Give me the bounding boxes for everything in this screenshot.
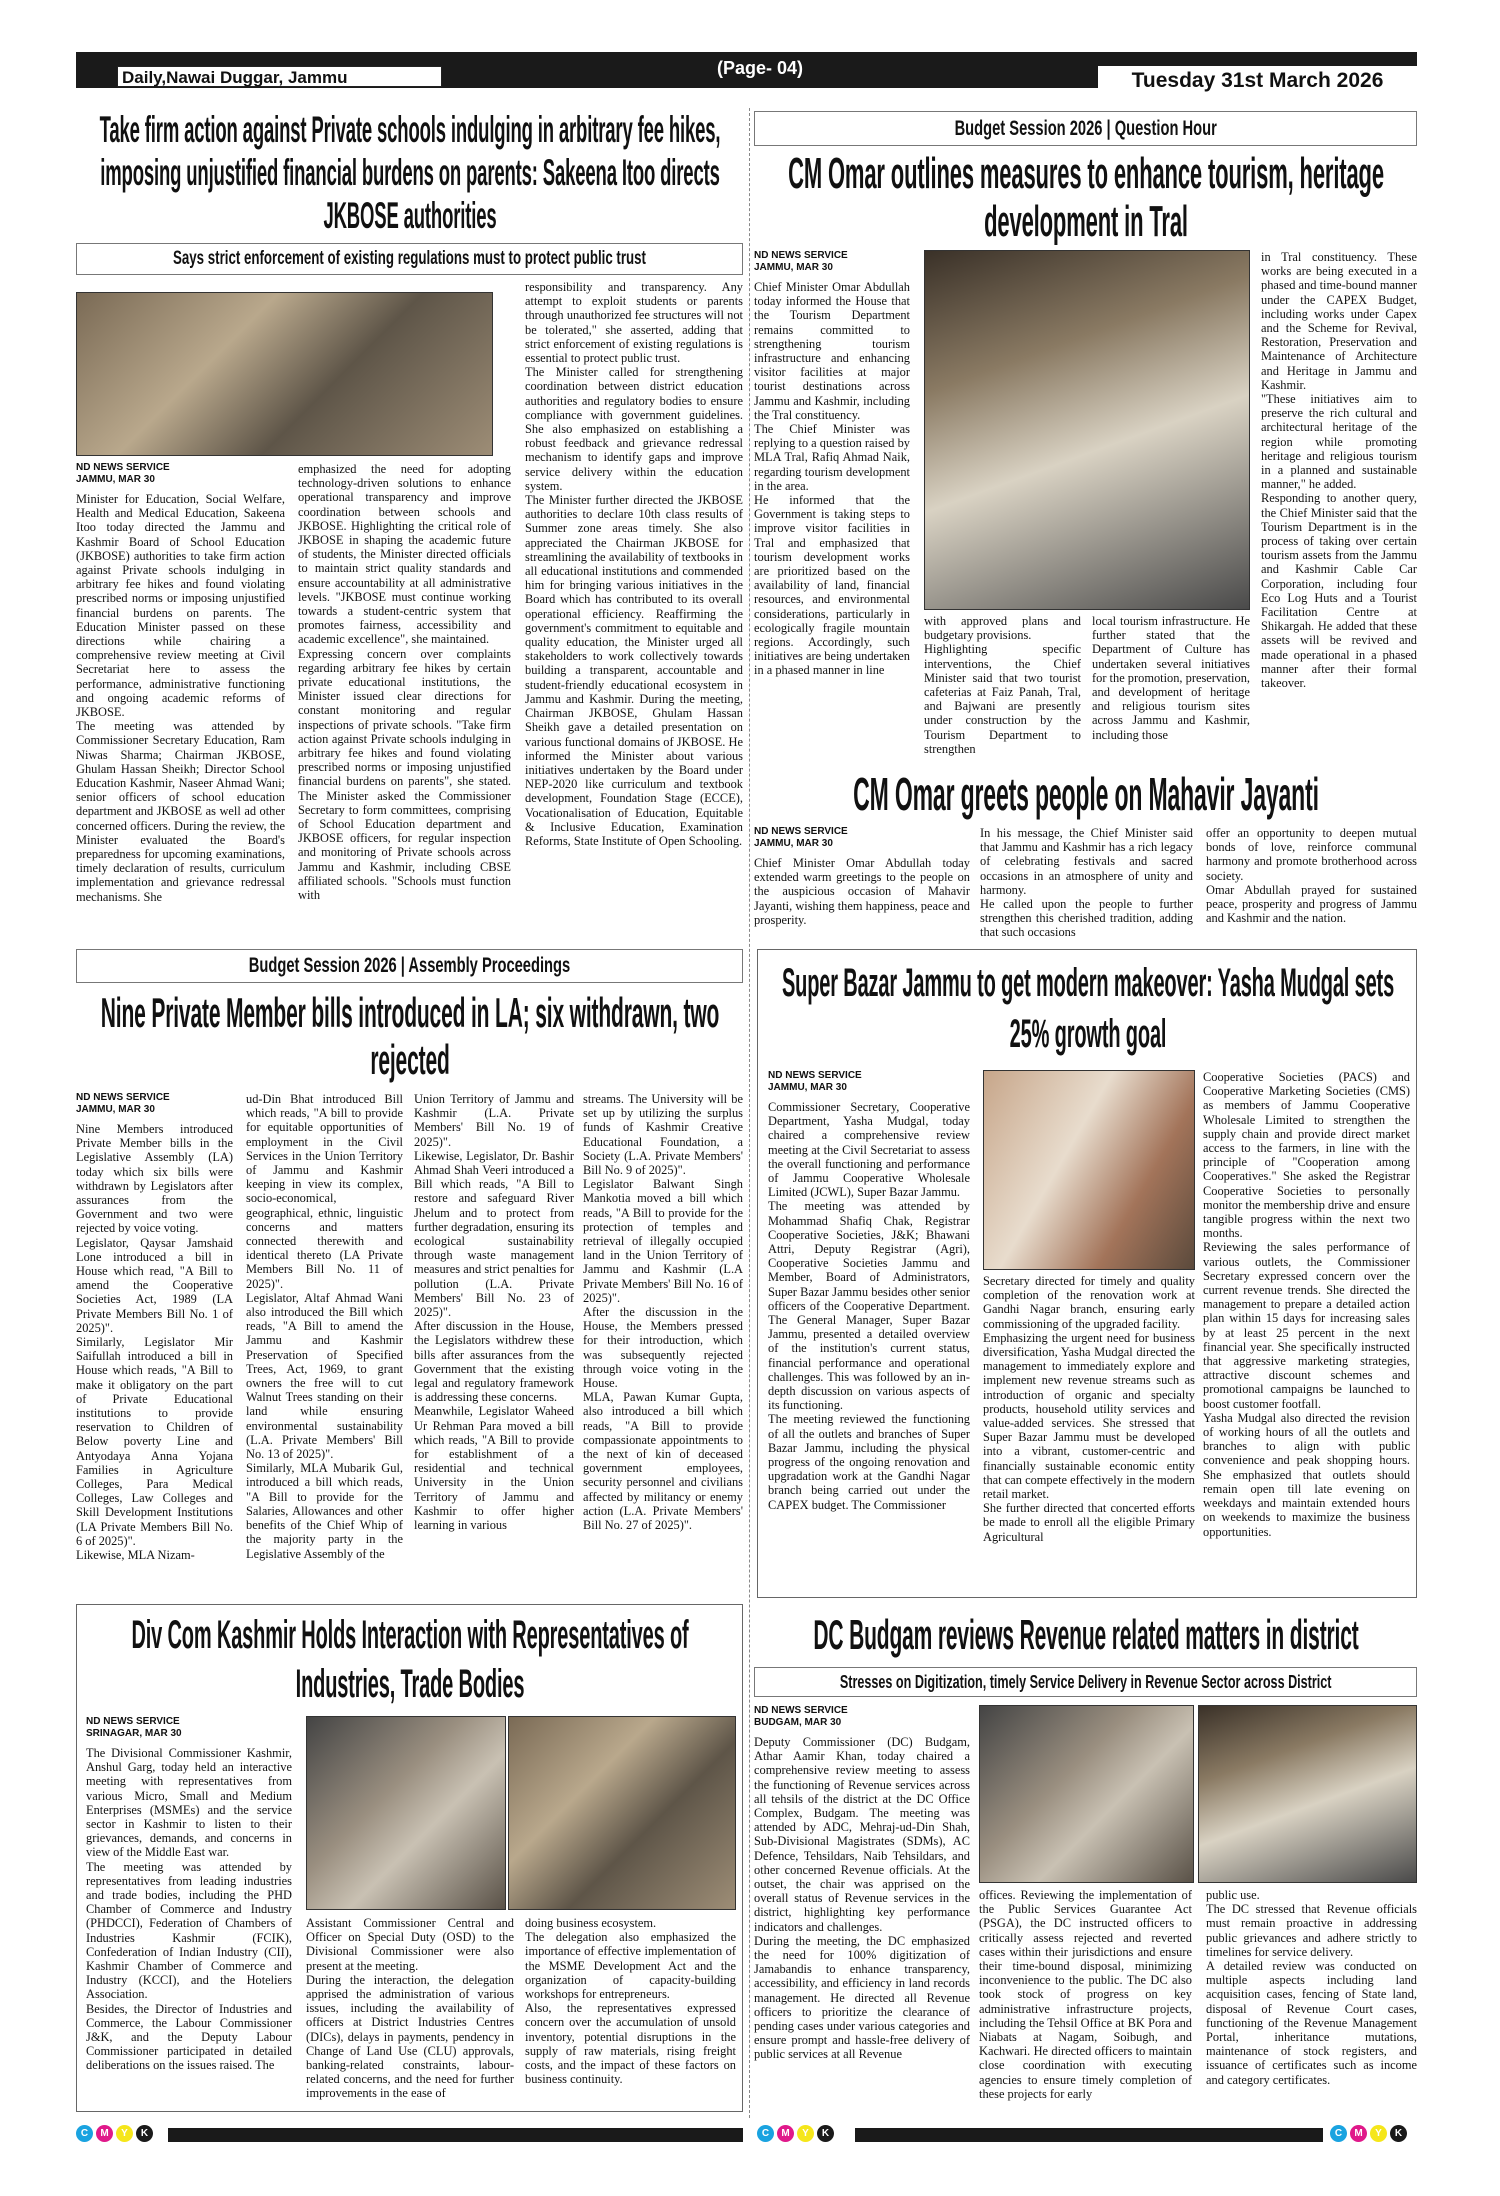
meeting-photo: [76, 292, 493, 456]
article-column: ND NEWS SERVICE JAMMU, MAR 30 Minister for Education, Social Welfare, Health and Medical Education, Sakeena Itoo today directed the Jammu and Kashmir Board of School Education (JKBOSE) authorities to take firm action against Private schools indulging in arbitrary fee hikes and found violating prescribed norms or imposing unjustified financial burdens on parents. The Education Minister passed on these directions while chairing a comprehensive review meeting at Civil Secretariat here to assess the performance, administrative functioning and ongoing academic reforms of JKBOSE. The meeting was attended by Commissioner Secretary Education, Ram Niwas Sharma; Chairman JKBOSE, Ghulam Hassan Sheikh; Director School Education Kashmir, Naseer Ahmad Wani; senior officers of school education department and JKBOSE as well ad other concerned officers. During the review, the Minister evaluated the Board's preparedness for upcoming examinations, timely declaration of results, curriculum implementation and grievance redressal mechanisms. She: [76, 462, 285, 904]
article-subhead: Stresses on Digitization, timely Service Delivery in Revenue Sector across District: [754, 1667, 1417, 1697]
article-column: offer an opportunity to deepen mutual bonds of love, reinforce communal harmony and promote brotherhood across society. Omar Abdullah prayed for sustained peace, prosperity and progress of Jammu and Kashmir and the nation.: [1206, 826, 1417, 926]
issue-date: Tuesday 31st March 2026: [1098, 66, 1417, 96]
footer-bar: [168, 2128, 743, 2142]
article-column: ND NEWS SERVICE SRINAGAR, MAR 30 The Divisional Commissioner Kashmir, Anshul Garg, today held an interactive meeting with representatives from various Micro, Small and Medium Enterprises (MSMEs) and the service sector in Kashmir to listen to their grievances, demands, and concerns in view of the Middle East war. The meeting was attended by representatives from leading industries and trade bodies, including the PHD Chamber of Commerce and Industry (PHDCCI), Federation of Chambers of Industries Kashmir (FCIK), Confederation of Indian Industry (CII), Kashmir Chamber of Commerce and Industry (KCCI), and the Hoteliers Association. Besides, the Director of Industries and Commerce, the Labour Commissioner J&K, and the Deputy Labour Commissioner participated in detailed deliberations on the issues raised. The: [86, 1716, 292, 2073]
article-headline: Take firm action against Private schools indulging in arbitrary fee hikes, imposing unjustified financial burdens on parents: Sakeena Itoo directs JKBOSE authorities: [99, 109, 720, 236]
magenta-mark: M: [777, 2125, 794, 2142]
article-column: streams. The University will be set up by utilizing the surplus funds of Kashmir Creative Educational Foundation, a Society (L.A. Private Members' Bill No. 9 of 2025)". Legislator Balwant Singh Mankotia moved a bill which reads, "A Bill to provide for the protection of temples and retrieval of illegally occupied land in the Union Territory of Jammu and Kashmir (L.A Private Members' Bill No. 16 of 2025)". After the discussion in the House, the Members pressed for their introduction, which was subsequently rejected through voice voting in the House. MLA, Pawan Kumar Gupta, also introduced a bill which reads, "A Bill to provide compassionate appointments to the next of kin of deceased government employees, security personnel and civilians affected by militancy or enemy action (L.A. Private Members' Bill No. 27 of 2025)".: [583, 1092, 743, 1533]
black-mark: K: [817, 2125, 834, 2142]
article-column: Union Territory of Jammu and Kashmir (L.A. Private Members' Bill No. 19 of 2025)". Likewise, Legislator, Dr. Bashir Ahmad Shah Veeri introduced a Bill which reads, "A Bill to restore and safeguard River Jhelum and to protect from further degradation, ensuring its ecological sustainability through waste management measures and strict penalties for pollution (L.A. Private Members' Bill No. 23 of 2025)". After discussion in the House, the Legislators withdrew these bills after assurances from the Government that the existing legal and regulatory framework is addressing these concerns. Meanwhile, Legislator Waheed Ur Rehman Para moved a bill which reads, "A Bill to provide for establishment of a residential and technical University in the Union Territory of Jammu and Kashmir to offer higher learning in various: [414, 1092, 574, 1533]
black-mark: K: [136, 2125, 153, 2142]
article-headline: CM Omar greets people on Mahavir Jayanti: [852, 768, 1319, 820]
article-column: ND NEWS SERVICE BUDGAM, MAR 30 Deputy Commissioner (DC) Budgam, Athar Aamir Khan, today chaired a comprehensive review meeting to assess the functioning of Revenue services across all tehsils of the district at the DC Office Complex, Budgam. The meeting was attended by ADC, Mehraj-ud-Din Shah, Sub-Divisional Magistrates (SDMs), AC Defence, Tehsildars, Naib Tehsildars, and other concerned Revenue officials. At the outset, the chair was apprised on the overall status of Revenue services in the district, highlighting key performance indicators and challenges. During the meeting, the DC emphasized the need for 100% digitization of Jamabandis to enhance transparency, accessibility, and efficiency in land records management. He directed all Revenue officers to prioritize the clearance of pending cases under various categories and ensure prompt and hassle-free delivery of public services at all Revenue: [754, 1705, 970, 2062]
article-column: doing business ecosystem. The delegation also emphasized the importance of effective implementation of the MSME Development Act and the organization of capacity-building workshops for entrepreneurs. Also, the representatives expressed concern over the accumulation of unsold inventory, potential disruptions in the supply of raw materials, rising freight costs, and the impact of these factors on business continuity.: [525, 1916, 736, 2087]
magenta-mark: M: [96, 2125, 113, 2142]
section-kicker: Budget Session 2026 | Question Hour: [754, 111, 1417, 146]
article-column: with approved plans and budgetary provisions. Highlighting specific interventions, the Chief Minister said that two tourist cafeterias at Faiz Panah, Tral, and Bajwani are presently under construction by the Tourism Department to strengthen: [924, 614, 1081, 756]
meeting-photo: [1198, 1705, 1417, 1883]
article-column: In his message, the Chief Minister said that Jammu and Kashmir has a rich legacy of celebrating festivals and sacred occasions in an atmosphere of unity and harmony. He called upon the people to further strengthen this cherished tradition, adding that such occasions: [980, 826, 1193, 940]
byline: ND NEWS SERVICE JAMMU, MAR 30: [754, 826, 848, 849]
yellow-mark: Y: [1370, 2125, 1387, 2142]
article-headline: DC Budgam reviews Revenue related matters in district: [812, 1611, 1359, 1658]
article-headline: Nine Private Member bills introduced in LA; six withdrawn, two rejected: [100, 989, 719, 1083]
official-portrait-photo: [983, 1070, 1195, 1270]
cyan-mark: C: [1330, 2125, 1347, 2142]
newspaper-name: Daily,Nawai Duggar, Jammu: [117, 66, 442, 87]
byline: ND NEWS SERVICE JAMMU, MAR 30: [76, 1092, 170, 1115]
article-column: ND NEWS SERVICE JAMMU, MAR 30 Chief Minister Omar Abdullah today informed the House that the Tourism Department remains committed to strengthening tourism infrastructure and enhancing visitor facilities at major tourist destinations across Jammu and Kashmir, including the Tral constituency. The Chief Minister was replying to a question raised by MLA Tral, Rafiq Ahmad Naik, regarding tourism development in the area. He informed that the Government is taking steps to improve visitor facilities in Tral and emphasized that tourism development works are prioritized based on the availability of land, financial resources, and environmental considerations, particularly in ecologically fragile mountain regions. Accordingly, such initiatives are being undertaken in a phased manner in line: [754, 250, 910, 678]
article-column: offices. Reviewing the implementation of the Public Services Guarantee Act (PSGA), the DC instructed officers to critically assess rejected and reverted cases within their jurisdictions and ensure their time-bound disposal, minimizing inconvenience to the public. The DC also took stock of progress on key administrative infrastructure projects, including the Tehsil Office at BK Pora and Niabats at Nagam, Soibugh, and Kachwari. He directed officers to maintain close coordination with executing agencies to ensure timely completion of these projects for early: [979, 1888, 1192, 2101]
meeting-photo: [508, 1716, 736, 1910]
cmyk-registration-marks: [1330, 2125, 1407, 2142]
chief-minister-photo: [924, 250, 1250, 610]
article-column: ND NEWS SERVICE JAMMU, MAR 30 Chief Minister Omar Abdullah today extended warm greetings to the people on the auspicious occasion of Mahavir Jayanti, wishing them happiness, peace and prosperity.: [754, 826, 970, 927]
cyan-mark: C: [757, 2125, 774, 2142]
article-subhead: Says strict enforcement of existing regulations must to protect public trust: [76, 243, 743, 275]
black-mark: K: [1390, 2125, 1407, 2142]
byline: ND NEWS SERVICE JAMMU, MAR 30: [76, 462, 170, 485]
cyan-mark: C: [76, 2125, 93, 2142]
yellow-mark: Y: [797, 2125, 814, 2142]
column-divider: [749, 108, 750, 2118]
article-column: responsibility and transparency. Any attempt to exploit students or parents through unauthorized fee structures will not be tolerated," she asserted, adding that strict enforcement of existing regulations is essential to protect public trust. The Minister called for strengthening coordination between district education authorities and regulatory bodies to ensure compliance with government guidelines. She also emphasized on establishing a robust feedback and grievance redressal mechanism to identify gaps and improve service delivery within the education system. The Minister further directed the JKBOSE authorities to declare 10th class results of Summer zone areas timely. She also appreciated the Chairman JKBOSE for streamlining the availability of textbooks in all educational institutions and commended him for bringing various initiatives in the Board which has contributed to its overall operational efficiency. Reaffirming the government's commitment to equitable and quality education, the Minister urged all stakeholders to work collectively towards building a transparent, accountable and student-friendly educational ecosystem in Jammu and Kashmir. During the meeting, Chairman JKBOSE, Ghulam Hassan Sheikh gave a detailed presentation on various functional domains of JKBOSE. He informed the Minister about various initiatives undertaken by the Board under NEP-2020 like curriculum and textbook development, Foundation Stage (ECCE), Vocationalisation of Education, Equitable & Inclusive Education, Examination Reforms, State Institute of Open Schooling.: [525, 280, 743, 848]
page-number: (Page- 04): [716, 58, 804, 78]
article-column: ud-Din Bhat introduced Bill which reads, "A bill to provide for equitable opportunities of employment in the Civil Services in the Union Territory of Jammu and Kashmir keeping in view its complex, socio-economical, geographical, ethnic, linguistic concerns and matters connected therewith and identical thereto (LA Private Members Bill No. 11 of 2025)". Legislator, Altaf Ahmad Wani also introduced the Bill which reads, "A Bill to amend the Jammu and Kashmir Preservation of Specified Trees, Act, 1969, to grant owners the free will to cut Walnut Trees standing on their land while ensuring environmental sustainability (L.A. Private Members' Bill No. 13 of 2025)". Similarly, MLA Mubarik Gul, introduced a bill which reads, "A Bill to provide for the Salaries, Allowances and other benefits of the Chief Whip of the majority party in the Legislative Assembly of the: [246, 1092, 403, 1561]
article-headline: CM Omar outlines measures to enhance tourism, heritage development in Tral: [787, 149, 1384, 246]
article-column: in Tral constituency. These works are being executed in a phased and time-bound manner under the CAPEX Budget, including works under Capex and the Scheme for Revival, Restoration, Preservation and Maintenance of Architecture and Heritage in Jammu and Kashmir. "These initiatives aim to preserve the rich cultural and architectural heritage of the region while promoting heritage and religious tourism in a planned and sustainable manner," he added. Responding to another query, the Chief Minister said that the Tourism Department is in the process of taking over certain tourism assets from the Jammu and Kashmir Cable Car Corporation, including four Eco Log Huts and a Tourist Facilitation Centre at Shikargah. He added that these assets will be revived and made operational in a phased manner after their formal takeover.: [1261, 250, 1417, 691]
article-column: emphasized the need for adopting technology-driven solutions to enhance operational transparency and improve coordination between schools and JKBOSE. Highlighting the critical role of JKBOSE in shaping the academic future of students, the Minister directed officials to maintain strict quality standards and ensure accountability at all administrative levels. "JKBOSE must continue working towards a student-centric system that promotes fairness, accessibility and academic excellence", she maintained. Expressing concern over complaints regarding arbitrary fee hikes by certain private educational institutions, the Minister issued clear directions for constant monitoring and regular inspections of private schools. "Take firm action against Private schools indulging in arbitrary fee hikes and found violating prescribed norms or imposing unjustified financial burdens on parents", she stated. The Minister asked the Commissioner Secretary to form committees, comprising of School Education department and JKBOSE officers, for regular inspection and monitoring of Private schools across Jammu and Kashmir, including CBSE affiliated schools. "Schools must function with: [298, 462, 511, 903]
cmyk-registration-marks: [76, 2125, 153, 2142]
article-column: Assistant Commissioner Central and Officer on Special Duty (OSD) to the Divisional Commissioner were also present at the meeting. During the interaction, the delegation apprised the administration of various issues, including the availability of officers at District Industries Centres (DICs), delays in payments, pendency in Change of Land Use (CLU) approvals, banking-related constraints, labour-related concerns, and the need for further improvements in the ease of: [306, 1916, 514, 2101]
section-kicker: Budget Session 2026 | Assembly Proceedings: [76, 949, 743, 983]
article-headline: Div Com Kashmir Holds Interaction with Representatives of Industries, Trade Bodies: [130, 1613, 689, 1706]
article-headline: Super Bazar Jammu to get modern makeover: Yasha Mudgal sets 25% growth goal: [781, 961, 1394, 1056]
byline: ND NEWS SERVICE JAMMU, MAR 30: [768, 1070, 862, 1093]
cmyk-registration-marks: [757, 2125, 834, 2142]
article-column: ND NEWS SERVICE JAMMU, MAR 30 Nine Members introduced Private Member bills in the Legislative Assembly (LA) today which six bills were withdrawn by Legislators after assurances from the Government and two were rejected by voice voting. Legislator, Qaysar Jamshaid Lone introduced a bill in House which read, "A Bill to amend the Cooperative Societies Act, 1989 (LA Private Members Bill No. 1 of 2025)". Similarly, Legislator Mir Saifullah introduced a bill in House which reads, "A Bill to make it obligatory on the part of Private Educational institutions to provide reservation to Children of Below poverty Line and Antyodaya Anna Yojana Families in Agriculture Colleges, Para Medical Colleges, Law Colleges and Skill Development Institutions (LA Private Members Bill No. 6 of 2025)". Likewise, MLA Nizam-: [76, 1092, 233, 1563]
article-column: public use. The DC stressed that Revenue officials must remain proactive in addressing public grievances and adhere strictly to timelines for service delivery. A detailed review was conducted on multiple aspects including land acquisition cases, fencing of State land, disposal of Revenue Court cases, functioning of the Revenue Management Portal, inheritance mutations, maintenance of stock registers, and issuance of certificates such as income and category certificates.: [1206, 1888, 1417, 2087]
magenta-mark: M: [1350, 2125, 1367, 2142]
meeting-photo: [979, 1705, 1194, 1883]
byline: ND NEWS SERVICE JAMMU, MAR 30: [754, 250, 848, 273]
meeting-photo: [306, 1716, 506, 1910]
article-column: local tourism infrastructure. He further stated that the Department of Culture has undertaken several initiatives for the promotion, preservation, and development of heritage and religious tourism sites across Jammu and Kashmir, including those: [1092, 614, 1250, 742]
article-column: Cooperative Societies (PACS) and Cooperative Marketing Societies (CMS) as members of Jammu Cooperative Wholesale Limited to strengthen the supply chain and provide direct market access to the farmers, in line with the principle of "Cooperation among Cooperatives." She asked the Registrar Cooperative Societies to personally monitor the membership drive and ensure tangible progress within the next two months. Reviewing the sales performance of various outlets, the Commissioner Secretary expressed concern over the current revenue trends. She directed the management to prepare a detailed action plan within 15 days for increasing sales by at least 25 percent in the next financial year. She specifically instructed that aggressive marketing strategies, attractive discount schemes and promotional campaigns be launched to boost customer footfall. Yasha Mudgal also directed the revision of working hours of all the outlets and branches to align with public convenience and peak shopping hours. She emphasized that outlets should remain open till late evening on weekdays and maintain extended hours on weekends to maximize the business opportunities.: [1203, 1070, 1410, 1539]
byline: ND NEWS SERVICE SRINAGAR, MAR 30: [86, 1716, 182, 1739]
footer-bar: [855, 2128, 1323, 2142]
yellow-mark: Y: [116, 2125, 133, 2142]
article-column: Secretary directed for timely and quality completion of the renovation work at Gandhi Nagar branch, ensuring early commissioning of the upgraded facility. Emphasizing the urgent need for business diversification, Yasha Mudgal directed the management to immediately explore and implement new revenue streams such as introduction of organic and specialty products, household utility services and value-added services. She stressed that Super Bazar Jammu must be developed into a vibrant, customer-centric and financially sustainable economic entity that can compete effectively in the modern retail market. She further directed that concerted efforts be made to enroll all the eligible Primary Agricultural: [983, 1274, 1195, 1544]
byline: ND NEWS SERVICE BUDGAM, MAR 30: [754, 1705, 848, 1728]
article-column: ND NEWS SERVICE JAMMU, MAR 30 Commissioner Secretary, Cooperative Department, Yasha Mudgal, today chaired a comprehensive review meeting at the Civil Secretariat to assess the overall functioning and performance of Jammu Cooperative Wholesale Limited (JCWL), Super Bazar Jammu. The meeting was attended by Mohammad Shafiq Chak, Registrar Cooperative Societies, J&K; Bhawani Attri, Deputy Registrar (Agri), Cooperative Societies Jammu and Member, Board of Administrators, Super Bazar Jammu besides other senior officers of the Cooperative Department. The General Manager, Super Bazar Jammu, presented a detailed overview of the institution's current status, financial performance and operational challenges. This was followed by an in-depth discussion on various aspects of its functioning. The meeting reviewed the functioning of all the outlets and branches of Super Bazar Jammu, including the physical progress of the ongoing renovation and upgradation work at the Gandhi Nagar branch being carried out under the CAPEX budget. The Commissioner: [768, 1070, 970, 1512]
